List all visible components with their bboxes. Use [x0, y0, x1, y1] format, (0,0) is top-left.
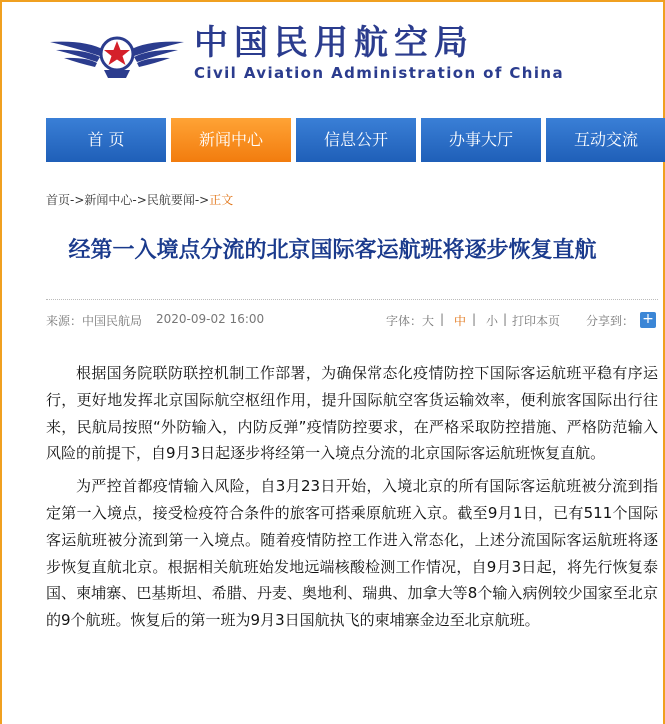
font-size-small-button[interactable]: 小 — [486, 314, 499, 328]
main-nav — [46, 118, 665, 162]
article-paragraph: 为严控首都疫情输入风险，自3月23日开始，入境北京的所有国际客运航班被分流到指定第一入境点，接受检疫符合条件的旅客可搭乘原航班入京。截至9月1日，已有511个国际客运航班被分流到第一入境点。随着疫情防控工作进入常态化，上述分流国际客运航班将逐步恢复直航北京。根据相关航班始发地远端核酸检测工作情况，自9月3日起，将先行恢复泰国、柬埔寨、巴基斯坦、希腊、丹麦、奥地利、瑞典、加拿大等8个输入病例较少国家至北京的9个航班。恢复后的第一班为9月3日国航执飞的柬埔寨金边至北京航班。 — [46, 477, 658, 630]
nav-item-info-disclosure[interactable]: 信息公开 — [296, 118, 416, 162]
nav-item-service-hall[interactable]: 办事大厅 — [421, 118, 541, 162]
title-divider — [46, 299, 658, 300]
article-date: 2020-09-02 16:00 — [156, 312, 265, 326]
share-label: 分享到： — [586, 314, 635, 328]
site-name-cn: 中国民用航空局 — [194, 23, 474, 63]
breadcrumb-civil-aviation-news[interactable]: 民航要闻 — [146, 193, 195, 207]
nav-item-interaction[interactable]: 互动交流 — [546, 118, 665, 162]
font-separator: | — [472, 312, 477, 326]
breadcrumb-separator: -> — [70, 193, 85, 207]
site-name-en: Civil Aviation Administration of China — [194, 64, 565, 82]
breadcrumb — [46, 191, 233, 208]
font-separator: | — [503, 312, 508, 326]
font-size-medium-button[interactable]: 中 — [454, 314, 467, 328]
article-body — [46, 360, 658, 640]
font-size-large-button[interactable]: 大 — [422, 314, 435, 328]
font-size-label: 字体： — [386, 314, 423, 328]
share-plus-icon[interactable]: + — [640, 312, 656, 328]
breadcrumb-separator: -> — [194, 193, 210, 207]
caac-emblem-icon — [46, 24, 188, 82]
print-button[interactable]: 打印本页 — [512, 314, 561, 328]
article-meta — [46, 312, 658, 330]
article-title: 经第一入境点分流的北京国际客运航班将逐步恢复直航 — [68, 238, 597, 263]
breadcrumb-separator: -> — [132, 193, 147, 207]
breadcrumb-news-center[interactable]: 新闻中心 — [84, 193, 133, 207]
article-source: 来源：中国民航局 — [46, 314, 143, 328]
breadcrumb-home[interactable]: 首页 — [46, 193, 71, 207]
breadcrumb-current: 正文 — [209, 193, 234, 207]
nav-item-home[interactable]: 首 页 — [46, 118, 166, 162]
font-separator: | — [440, 312, 445, 326]
article-paragraph: 根据国务院联防联控机制工作部署，为确保常态化疫情防控下国际客运航班平稳有序运行，更好地发挥北京国际航空枢纽作用，提升国际航空客货运输效率，便利旅客国际出行往来，民航局按照“外防输入，内防反弹”疫情防控要求，在严格采取防控措施、严格防范输入风险的前提下，自9月3日起逐步将经第一入境点分流的北京国际客运航班恢复直航。 — [46, 364, 658, 463]
nav-item-news-center[interactable]: 新闻中心 — [171, 118, 291, 162]
